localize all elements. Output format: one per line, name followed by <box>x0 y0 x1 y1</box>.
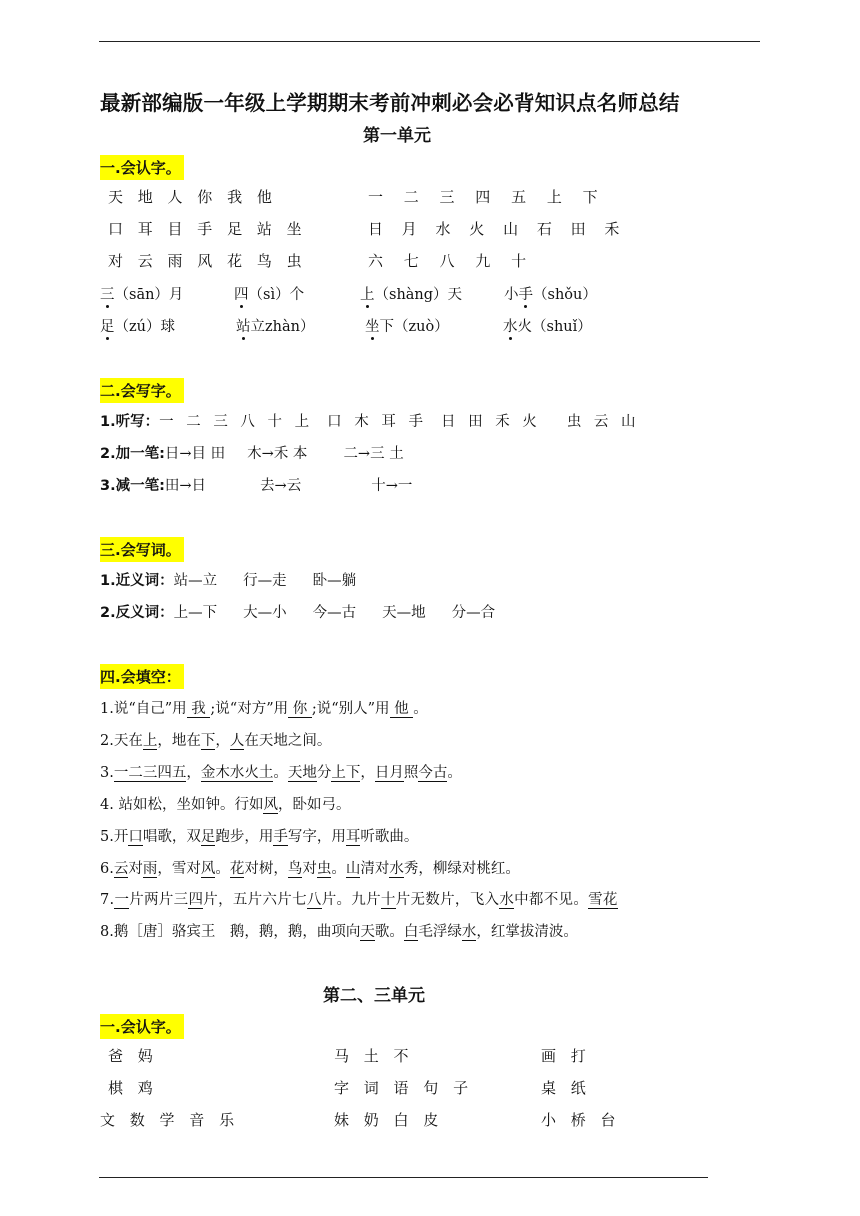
char-row: 天 地 人 你 我 他 <box>108 188 277 206</box>
section-label: 二.会写字。 <box>100 378 184 403</box>
pinyin-item: 足（zú）球 <box>100 319 175 335</box>
char-row: 口 耳 目 手 足 站 坐 <box>108 220 307 238</box>
char-row: 桌 纸 <box>541 1079 591 1097</box>
word-line: 2.反义词：上—下 大—小 今—古 天—地 分—合 <box>100 605 496 621</box>
pinyin-item: 水火（shuǐ） <box>503 319 592 335</box>
char-row: 字 词 语 句 子 <box>334 1079 474 1097</box>
fill-line: 6.云对雨，雪对风。花对树，鸟对虫。山清对水秀，柳绿对桃红。 <box>100 861 520 877</box>
bottom-rule <box>99 1177 708 1178</box>
char-row: 马 土 不 <box>334 1047 414 1065</box>
char-row: 棋 鸡 <box>108 1079 158 1097</box>
page-title: 最新部编版一年级上学期期末考前冲刺必会必背知识点名师总结 <box>100 91 680 115</box>
fill-line: 1.说“自己”用 我 ;说“对方”用 你 ;说“别人”用 他 。 <box>100 701 428 717</box>
section-label: 一.会认字。 <box>100 155 184 180</box>
char-row: 对 云 雨 风 花 鸟 虫 <box>108 252 307 270</box>
unit23-heading: 第二、三单元 <box>323 986 425 1006</box>
section-label: 一.会认字。 <box>100 1014 184 1039</box>
section-label: 四.会填空： <box>100 664 184 689</box>
write-line: 3.减一笔:田→日 去→云 十→一 <box>100 478 413 494</box>
fill-line: 7.一片两片三四片，五片六片七八片。九片十片无数片，飞入水中都不见。雪花 <box>100 892 618 908</box>
word-line: 1.近义词：站—立 行—走 卧—躺 <box>100 573 357 589</box>
char-row: 妹 奶 白 皮 <box>334 1111 444 1129</box>
char-row: 文 数 学 音 乐 <box>100 1111 240 1129</box>
fill-line: 5.开口唱歌，双足跑步，用手写字，用耳听歌曲。 <box>100 829 419 845</box>
write-line: 2.加一笔:日→目 田 木→禾 本 二→三 土 <box>100 446 404 462</box>
top-rule <box>99 41 760 42</box>
pinyin-item: 站立zhàn） <box>236 319 315 335</box>
pinyin-item: 上（shàng）天 <box>360 287 463 303</box>
pinyin-item: 坐下（zuò） <box>365 319 449 335</box>
pinyin-item: 小手（shǒu） <box>504 287 597 303</box>
fill-line: 2.天在上，地在下，人在天地之间。 <box>100 733 332 749</box>
section-label: 三.会写词。 <box>100 537 184 562</box>
char-row: 六 七 八 九 十 <box>368 252 535 270</box>
char-row: 小 桥 台 <box>541 1111 621 1129</box>
char-row: 爸 妈 <box>108 1047 158 1065</box>
fill-line: 8.鹅［唐］骆宾王 鹅，鹅，鹅，曲项向天歌。白毛浮绿水，红掌拔清波。 <box>100 924 578 940</box>
pinyin-item: 三（sān）月 <box>100 287 184 303</box>
char-row: 画 打 <box>541 1047 591 1065</box>
write-line: 1.听写：一 二 三 八 十 上 口 木 耳 手 日 田 禾 火 虫 云 山 <box>100 414 640 430</box>
char-row: 一 二 三 四 五 上 下 <box>368 188 606 206</box>
char-row: 日 月 水 火 山 石 田 禾 <box>368 220 627 238</box>
fill-line: 4. 站如松，坐如钟。行如风，卧如弓。 <box>100 797 351 813</box>
pinyin-item: 四（sì）个 <box>234 287 305 303</box>
unit1-heading: 第一单元 <box>363 126 431 146</box>
fill-line: 3.一二三四五，金木水火土。天地分上下，日月照今古。 <box>100 765 462 781</box>
